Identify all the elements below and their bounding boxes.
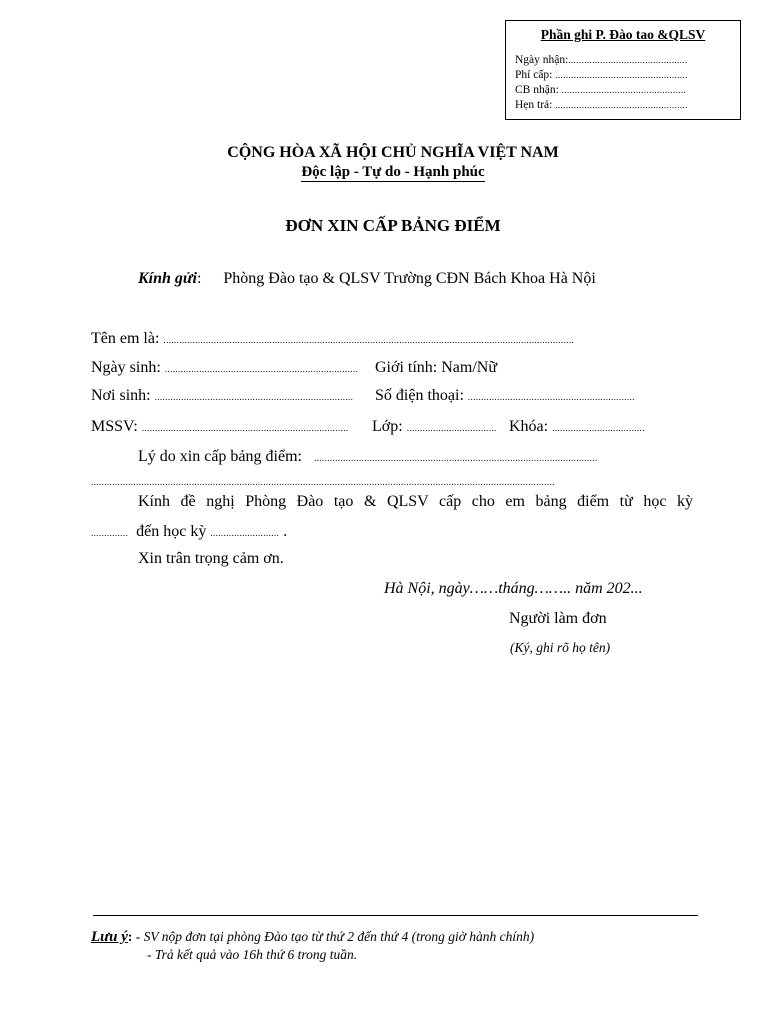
staff-label: CB nhận: bbox=[515, 84, 559, 96]
pob-field[interactable] bbox=[91, 387, 353, 405]
fee-dots: .................................................. bbox=[555, 70, 688, 80]
name-label: Tên em là: bbox=[91, 330, 160, 347]
reason-line2[interactable] bbox=[91, 472, 555, 490]
phone-dots: ............................................................... bbox=[467, 392, 635, 402]
name-dots: ........................................................................................................................................................... bbox=[163, 335, 575, 345]
course-label: Khóa: bbox=[509, 418, 549, 435]
return-date-label: Hẹn trả: bbox=[515, 99, 553, 111]
phone-label: Số điện thoại: bbox=[375, 387, 464, 404]
addressee-colon: : bbox=[196, 270, 202, 287]
class-field[interactable] bbox=[372, 418, 497, 436]
addressee-line bbox=[138, 270, 596, 288]
motto-text: Độc lập - Tự do - Hạnh phúc bbox=[301, 164, 485, 180]
phone-field[interactable] bbox=[375, 387, 635, 405]
office-use-box bbox=[505, 20, 741, 120]
addressee-value: Phòng Đào tạo & QLSV Trường CĐN Bách Khoa Hà Nội bbox=[223, 270, 596, 287]
mssv-dots: .............................................................................. bbox=[141, 423, 349, 433]
signer-title: Người làm đơn bbox=[509, 610, 607, 627]
gender-field[interactable] bbox=[375, 359, 497, 377]
reason-line2-dots: ............................................................................................................................................................................... bbox=[91, 477, 555, 487]
pob-label: Nơi sinh: bbox=[91, 387, 151, 404]
dob-field[interactable] bbox=[91, 359, 358, 377]
staff-dots: ............................................... bbox=[561, 85, 687, 95]
footnote-line2: - Trả kết quả vào 16h thứ 6 trong tuần. bbox=[147, 947, 358, 962]
pob-dots: ........................................................................... bbox=[154, 392, 354, 402]
footnote-text1: - SV nộp đơn tại phòng Đào tạo từ thứ 2 đến thứ 4 (trong giờ hành chính) bbox=[135, 929, 535, 944]
return-date-dots: .................................................. bbox=[555, 100, 688, 110]
received-date-label: Ngày nhận: bbox=[515, 54, 569, 66]
document-title: ĐƠN XIN CẤP BẢNG ĐIỂM bbox=[285, 216, 501, 235]
national-title: CỘNG HÒA XÃ HỘI CHỦ NGHĨA VIỆT NAM bbox=[227, 144, 559, 161]
to-semester-text: đến học kỳ bbox=[136, 523, 207, 540]
fee-label: Phí cấp: bbox=[515, 69, 553, 81]
return-date-line bbox=[515, 99, 688, 111]
received-date-dots: ............................................. bbox=[568, 55, 688, 65]
to-semester-dots: .......................... bbox=[210, 528, 280, 538]
reason-label: Lý do xin cấp bảng điểm: bbox=[138, 448, 302, 465]
received-date-line bbox=[515, 54, 688, 66]
footnote-label: Lưu ý bbox=[91, 929, 128, 945]
class-label: Lớp: bbox=[372, 418, 403, 435]
mssv-field[interactable] bbox=[91, 418, 349, 436]
reason-field[interactable] bbox=[138, 448, 598, 466]
request-end: . bbox=[283, 523, 288, 540]
footnote-line1 bbox=[91, 929, 534, 946]
thanks: Xin trân trọng cảm ơn. bbox=[138, 550, 284, 567]
gender-label: Giới tính: Nam/Nữ bbox=[375, 359, 498, 376]
footnote-colon: : bbox=[127, 929, 133, 944]
request-line2 bbox=[91, 523, 287, 541]
reason-dots: ........................................................................................................... bbox=[313, 453, 598, 463]
motto bbox=[0, 164, 768, 181]
mssv-label: MSSV: bbox=[91, 418, 138, 435]
addressee-label: Kính gửi bbox=[138, 270, 197, 287]
from-semester-dots: .............. bbox=[91, 528, 129, 538]
name-field[interactable] bbox=[91, 330, 574, 348]
staff-line bbox=[515, 84, 686, 96]
request-line1: Kính đề nghị Phòng Đào tạo & QLSV cấp cho em bảng điểm từ học kỳ bbox=[138, 493, 693, 510]
class-dots: .................................. bbox=[406, 423, 497, 433]
course-field[interactable] bbox=[509, 418, 645, 436]
course-dots: ................................... bbox=[552, 423, 645, 433]
footnote-divider bbox=[93, 915, 698, 916]
office-use-title: Phần ghi P. Đào tao &QLSV bbox=[540, 27, 706, 42]
fee-line bbox=[515, 69, 688, 81]
signature-note: (Ký, ghi rõ họ tên) bbox=[510, 640, 611, 655]
dob-label: Ngày sinh: bbox=[91, 359, 161, 376]
dob-dots: ......................................................................... bbox=[164, 364, 359, 374]
place-date: Hà Nội, ngày……tháng…….. năm 202... bbox=[384, 580, 643, 597]
